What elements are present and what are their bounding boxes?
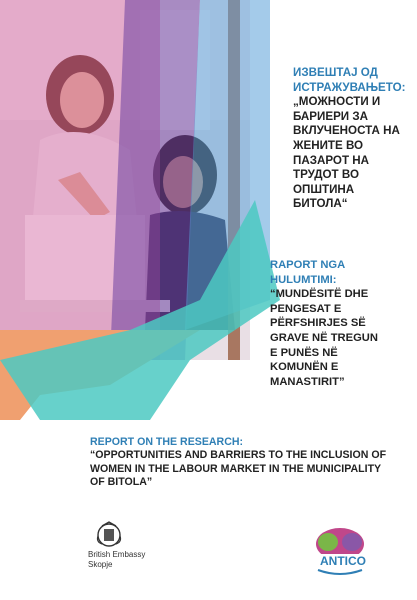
mk-heading-line-2: ИСТРАЖУВАЊЕТО:: [293, 80, 406, 94]
embassy-city: Skopje: [88, 560, 113, 569]
antico-name: ANTICO: [320, 554, 366, 568]
embassy-name: British Embassy: [88, 550, 146, 559]
antico-logo: [308, 522, 372, 578]
report-title-macedonian: [293, 66, 417, 212]
sq-title-line-5: E PUNËS NË: [270, 346, 338, 359]
mk-title-line-3: ВКЛУЧЕНОСТА НА: [293, 124, 400, 138]
mk-title-line-4: ЖЕНИТЕ ВО: [293, 138, 364, 152]
en-title-line-1: “OPPORTUNITIES AND BARRIERS TO THE INCLUSION OF: [90, 449, 387, 462]
en-title-line-2: WOMEN IN THE LABOUR MARKET IN THE MUNICIPALITY: [90, 462, 382, 475]
mk-title-line-2: БАРИЕРИ ЗА: [293, 109, 368, 123]
royal-crest-icon: [94, 520, 124, 550]
sq-heading-line-1: RAPORT NGA: [270, 259, 346, 271]
mk-title-line-6: ТРУДОТ ВО: [293, 168, 359, 182]
en-heading: REPORT ON THE RESEARCH:: [90, 436, 244, 448]
mk-title-line-7: ОПШТИНА: [293, 182, 355, 196]
en-title-line-3: OF BITOLA”: [90, 476, 153, 489]
sq-title-line-4: GRAVE NË TREGUN: [270, 331, 378, 344]
sq-title-line-2: PENGESAT E: [270, 302, 342, 315]
mk-title-line-8: БИТОЛА“: [293, 197, 348, 211]
report-title-english: [90, 436, 410, 490]
sq-title-line-3: PËRFSHIRJES SË: [270, 317, 366, 330]
british-embassy-logo: [88, 520, 168, 576]
sq-title-line-6: KOMUNËN E: [270, 361, 339, 374]
report-title-albanian: [270, 258, 410, 389]
sq-heading-line-2: HULUMTIMI:: [270, 273, 337, 286]
mk-heading-line-1: ИЗВЕШТАЈ ОД: [293, 66, 378, 79]
mk-title-line-5: ПАЗАРОТ НА: [293, 153, 369, 167]
sq-title-line-1: “MUNDËSITË DHE: [270, 288, 369, 301]
mk-title-line-1: „МОЖНОСТИ И: [293, 95, 381, 109]
antico-emblem-icon: [308, 522, 372, 578]
sq-title-line-7: MANASTIRIT”: [270, 375, 345, 388]
